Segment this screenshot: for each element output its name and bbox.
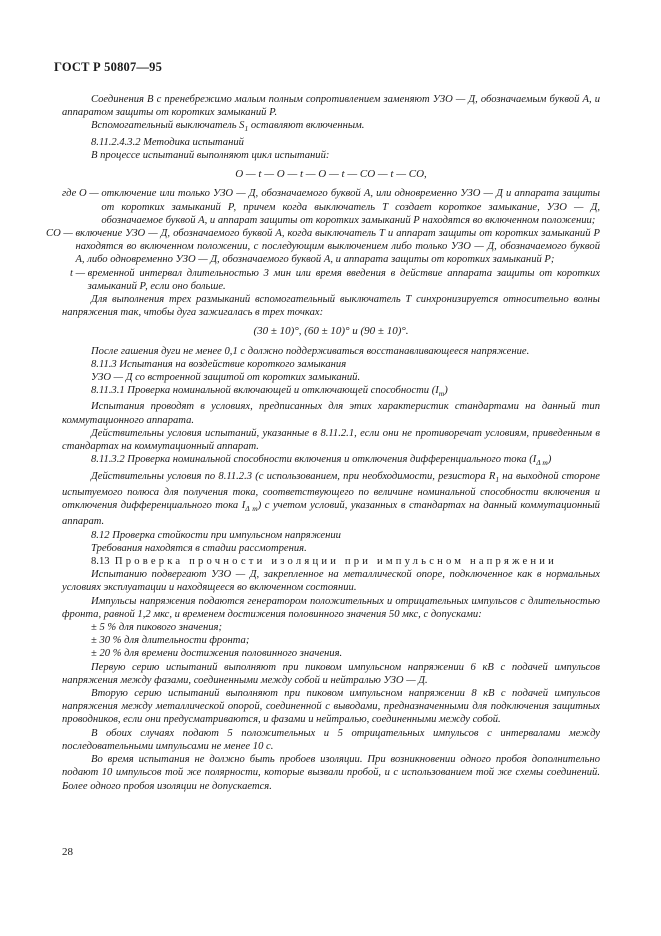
text-run: 8.11.3.2 Проверка номинальной способности включения и отключения дифференциального тока (I [91,454,537,466]
definition-body: отключение или только УЗО — Д, обозначаемого буквой А, или одновременно УЗО — Д и аппарата защиты от коротких замыканий Р, причем когда выключатель Т создает короткое замыкание, УЗО — Д, обозначаемое буквой А, и аппарат защиты от коротких замыканий Р находятся во включенном положении; [101,188,600,226]
text-run: оставляют включенным. [248,120,365,132]
definition-o [62,187,600,227]
paragraph: Требования находятся в стадии рассмотрения. [91,542,307,554]
definition-body: временной интервал длительностью 3 мин или время введения в действие аппарата защиты от коротких замыканий Р, если оно больше. [87,267,600,292]
paragraph: Импульсы напряжения подаются генератором положительных и отрицательных импульсов с длительностью фронта, равной 1,2 мкс, и временем достижения половинного значения 50 мкс, с допусками: [62,595,600,620]
paragraph: Вторую серию испытаний выполняют при пиковом импульсном напряжении 8 кВ с подачей импульсов напряжения между металлической опорой, соединенной с выводами, предназначенными для подключения защитных проводников, если они предусматриваются, и фазами и нейтралью, соединенными между собой. [62,688,600,726]
section-number: 8.13 [91,556,115,568]
section-heading: 8.12 Проверка стойкости при импульсном напряжении [91,529,341,541]
section-heading: 8.11.3 Испытания на воздействие короткого замыкания [91,358,347,370]
paragraph: УЗО — Д со встроенной защитой от коротких замыканий. [91,371,361,383]
paragraph: Соединения В с пренебрежимо малым полным сопротивлением заменяют УЗО — Д, обозначаемым буквой А, и аппаратом защиты от коротких замыканий Р. [62,94,600,119]
paragraph: В процессе испытаний выполняют цикл испытаний: [91,149,330,161]
section-heading [62,453,600,469]
text-run: на выходной стороне испытуемого полюса для получения тока, соответствующего по величине номинальной способности включения и отключения дифференциального тока I [62,470,600,512]
text-run: Действительны условия по 8.11.2.3 (с использованием, при необходимости, резистора R [91,470,496,482]
definition-term: где O — [62,188,102,200]
text-run: ) [444,385,448,397]
definition-body: включение УЗО — Д, обозначаемого буквой А, когда выключатель Т и аппарат защиты от коротких замыканий Р находятся во включенном положении, с последующим выключением либо только УЗО — Д, обозначаемого буквой А, либо одновременно УЗО — Д, обозначаемого буквой А, и аппарата защиты от коротких замыканий Р; [75,227,600,266]
subscript: 1 [495,474,500,484]
paragraph: Испытанию подвергают УЗО — Д, закрепленное на металлической опоре, подключенное как в нормальных условиях эксплуатации и находящееся во включенном состоянии. [62,569,600,594]
section-heading [62,384,600,400]
subscript: Δ m [536,458,548,468]
paragraph [62,119,600,135]
paragraph: После гашения дуги не менее 0,1 с должно поддерживаться восстанавливающееся напряжение. [91,345,530,357]
subscript: Δ m [245,504,258,514]
tolerance-item: ± 5 % для пикового значения; [91,622,223,634]
definition-t [62,267,600,293]
paragraph: Во время испытания не должно быть пробоев изоляции. При возникновении одного пробоя дополнительно подают 10 импульсов той же полярности, которые вызвали пробой, и с использованием той же схемы соединений. Более одного пробоя изоляции не допускается. [62,754,600,792]
subscript: m [438,389,445,399]
definition-co [46,227,600,267]
spaced-heading: Проверка прочности изоляции при импульсном напряжении [114,556,557,568]
document-header: ГОСТ Р 50807—95 [54,60,163,74]
text-run: 8.11.3.1 Проверка номинальной включающей и отключающей способности (I [91,385,439,397]
definition-list [46,187,600,293]
tolerance-item: ± 30 % для длительности фронта; [91,635,250,647]
formula-cycle: O — t — O — t — O — t — CO — t — CO, [235,168,427,181]
section-heading [62,555,600,568]
document-body [46,93,600,793]
section-heading: 8.11.2.4.3.2 Методика испытаний [91,136,244,148]
text-run: ) с учетом условий, указанных в стандартах на данный коммутационный аппарат. [62,500,600,528]
tolerance-item: ± 20 % для времени достижения половинного значения. [91,648,343,660]
page-number: 28 [62,846,73,858]
text-run: Вспомогательный выключатель S [91,120,245,132]
paragraph: Испытания проводят в условиях, предписанных для этих характеристик стандартами на данный тип коммутационного аппарата. [62,401,600,426]
subscript: 1 [244,124,249,134]
paragraph: Первую серию испытаний выполняют при пиковом импульсном напряжении 6 кВ с подачей импульсов напряжения между фазами, соединенными между собой и нейтралью УЗО — Д. [62,661,600,686]
definition-term: t — [70,267,88,279]
formula-angles: (30 ± 10)°, (60 ± 10)° и (90 ± 10)°. [253,325,409,338]
paragraph: Для выполнения трех размыканий вспомогательный выключатель Т синхронизируется относительно волны напряжения так, чтобы дуга зажигалась в трех точках: [62,293,600,319]
paragraph: В обоих случаях подают 5 положительных и 5 отрицательных импульсов с интервалами между последовательными импульсами не менее 10 с. [62,727,600,752]
paragraph: Действительны условия испытаний, указанные в 8.11.2.1, если они не противоречат условиям, приведенным в стандартах на коммутационный аппарат. [62,427,600,453]
text-run: ) [547,454,552,466]
definition-term: CO — [46,227,76,239]
paragraph [62,470,600,529]
